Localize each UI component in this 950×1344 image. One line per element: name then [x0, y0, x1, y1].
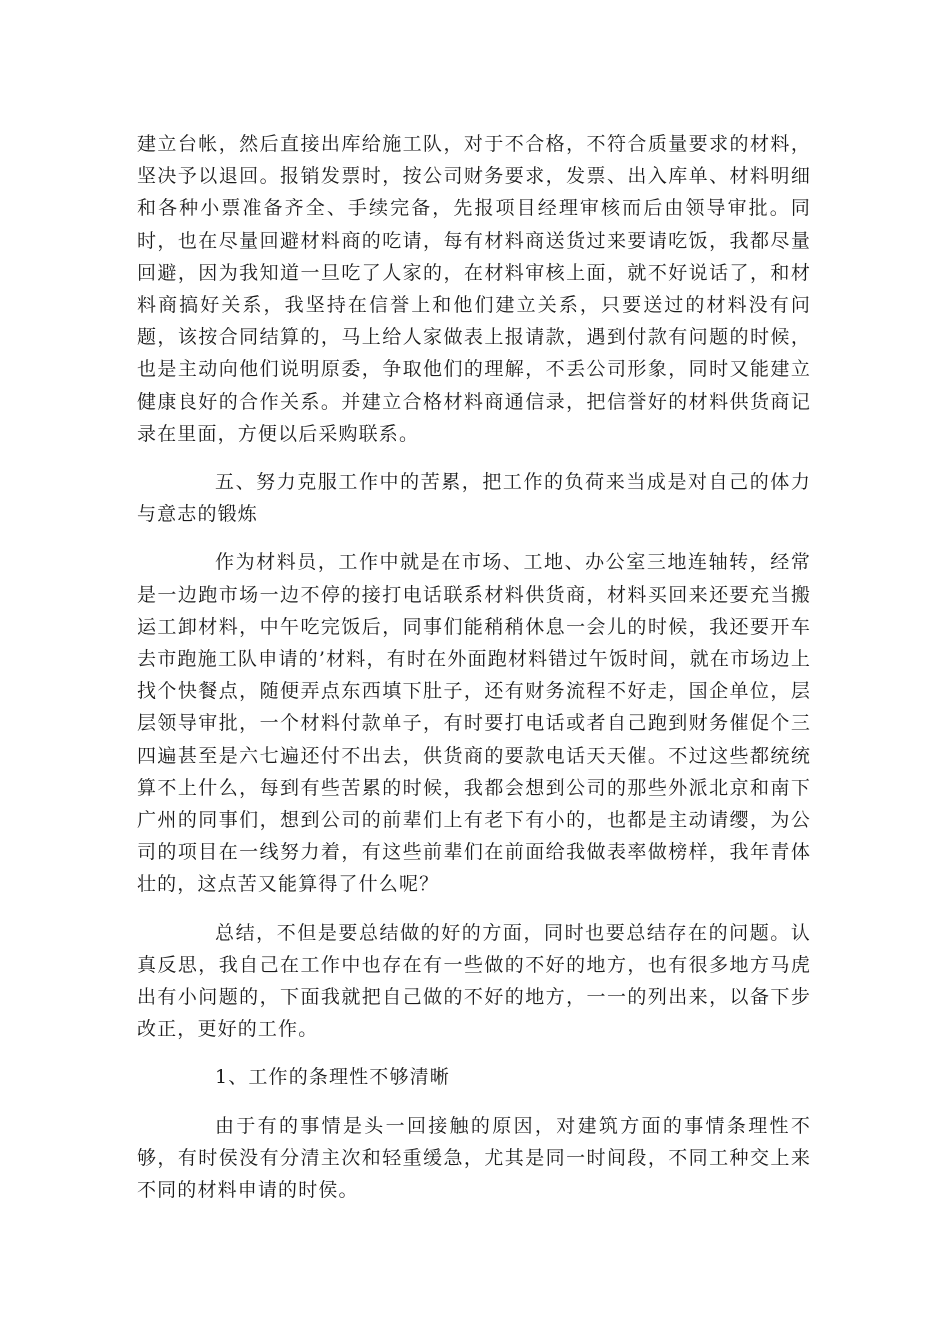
- document-page: [137, 128, 811, 1206]
- paragraph-summary-problems: 总结，不但是要总结做的好的方面，同时也要总结存在的问题。认真反思，我自己在工作中也存在有一些做的不好的地方，也有很多地方马虎出有小问题的，下面我就把自己做的不好的地方，一一的列出来，以备下步改正，更好的工作。: [137, 921, 811, 1041]
- list-heading-item-1: 1、工作的条理性不够清晰: [215, 1066, 450, 1089]
- paragraph-item-1-detail: 由于有的事情是头一回接触的原因，对建筑方面的事情条理性不够，有时侯没有分清主次和轻重缓急，尤其是同一时间段，不同工种交上来不同的材料申请的时侯。: [137, 1114, 811, 1202]
- section-heading-five: 五、努力克服工作中的苦累，把工作的负荷来当成是对自己的体力与意志的锻炼: [137, 471, 811, 526]
- paragraph-supplier-management: 建立台帐，然后直接出库给施工队，对于不合格，不符合质量要求的材料，坚决予以退回。报销发票时，按公司财务要求，发票、出入库单、材料明细和各种小票准备齐全、手续完备，先报项目经理审核而后由领导审批。同时，也在尽量回避材料商的吃请，每有材料商送货过来要请吃饭，我都尽量回避，因为我知道一旦吃了人家的，在材料审核上面，就不好说话了，和材料商搞好关系，我坚持在信誉上和他们建立关系，只要送过的材料没有问题，该按合同结算的，马上给人家做表上报请款，遇到付款有问题的时候，也是主动向他们说明原委，争取他们的理解，不丢公司形象，同时又能建立健康良好的合作关系。并建立合格材料商通信录，把信誉好的材料供货商记录在里面，方便以后采购联系。: [137, 133, 811, 445]
- paragraph-work-hardship: 作为材料员，工作中就是在市场、工地、办公室三地连轴转，经常是一边跑市场一边不停的接打电话联系材料供货商，材料买回来还要充当搬运工卸材料，中午吃完饭后，同事们能稍稍休息一会儿的时候，我还要开车去市跑施工队申请的’材料，有时在外面跑材料错过午饭时间，就在市场边上找个快餐点，随便弄点东西填下肚子，还有财务流程不好走，国企单位，层层领导审批，一个材料付款单子，有时要打电话或者自己跑到财务催促个三四遍甚至是六七遍还付不出去，供货商的要款电话天天催。不过这些都统统算不上什么，每到有些苦累的时候，我都会想到公司的那些外派北京和南下广州的同事们，想到公司的前辈们上有老下有小的，也都是主动请缨，为公司的项目在一线努力着，有这些前辈们在前面给我做表率做榜样，我年青体壮的，这点苦又能算得了什么呢？: [137, 551, 811, 896]
